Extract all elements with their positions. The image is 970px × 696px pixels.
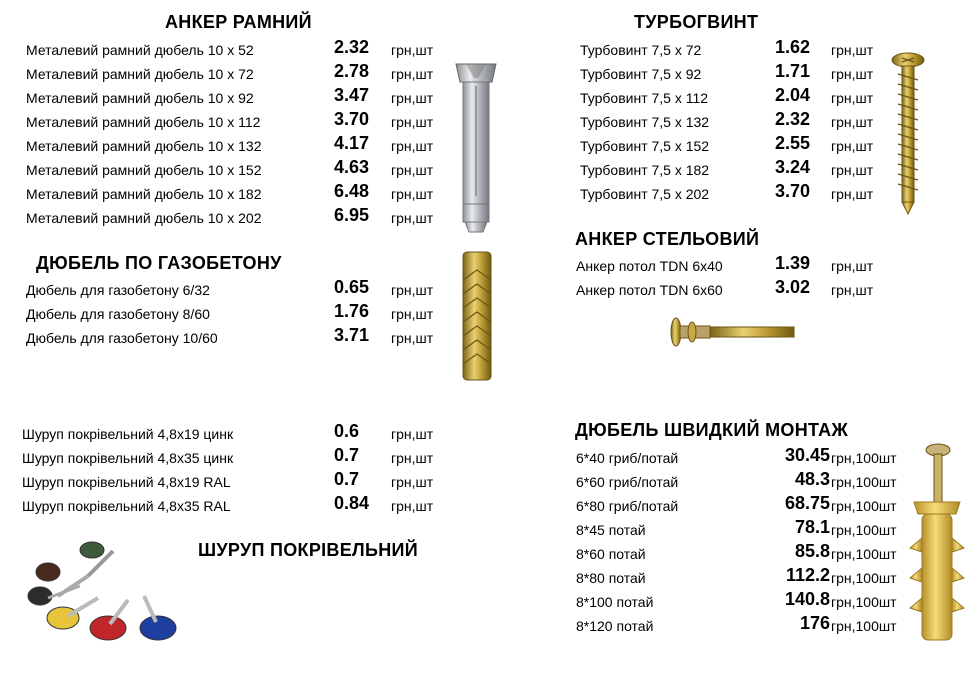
- price-unit: грн,шт: [831, 90, 874, 106]
- product-name: 8*80 потай: [576, 570, 646, 586]
- product-name: 6*80 гриб/потай: [576, 498, 679, 514]
- price-unit: грн,шт: [831, 66, 874, 82]
- price-unit: грн,шт: [391, 498, 434, 514]
- product-name: 8*60 потай: [576, 546, 646, 562]
- product-price: 0.6: [334, 421, 360, 441]
- ceiling-anchor-image: [666, 314, 798, 350]
- product-name: Шуруп покрівельний 4,8х35 RAL: [22, 498, 231, 514]
- product-name: Турбовинт 7,5 х 182: [580, 162, 710, 178]
- price-unit: грн,шт: [831, 258, 874, 274]
- price-unit: грн,шт: [391, 330, 434, 346]
- product-price: 1.71: [775, 61, 811, 81]
- price-unit: грн,100шт: [831, 618, 897, 634]
- product-price: 3.02: [775, 277, 811, 297]
- price-row: [576, 254, 960, 278]
- product-name: Металевий рамний дюбель 10 х 202: [26, 210, 262, 226]
- product-price: 4.17: [334, 133, 370, 153]
- price-unit: грн,шт: [391, 114, 434, 130]
- section-title-roofing-screw: ШУРУП ПОКРІВЕЛЬНИЙ: [198, 540, 418, 560]
- product-name: 6*60 гриб/потай: [576, 474, 679, 490]
- price-unit: грн,шт: [831, 138, 874, 154]
- product-price: 3.24: [775, 157, 811, 177]
- product-name: Металевий рамний дюбель 10 х 152: [26, 162, 262, 178]
- section-title-quick-mount: ДЮБЕЛЬ ШВИДКИЙ МОНТАЖ: [575, 420, 849, 440]
- product-price: 0.7: [334, 445, 360, 465]
- price-unit: грн,шт: [391, 426, 434, 442]
- roofing-screws-image: [18, 536, 183, 648]
- quick-mount-dowel-image: [898, 440, 970, 646]
- price-unit: грн,100шт: [831, 546, 897, 562]
- section-title-aerated-concrete: ДЮБЕЛЬ ПО ГАЗОБЕТОНУ: [36, 253, 282, 273]
- product-price: 112.2: [785, 565, 830, 585]
- product-name: Турбовинт 7,5 х 202: [580, 186, 710, 202]
- product-price: 4.63: [334, 157, 370, 177]
- price-unit: грн,100шт: [831, 474, 897, 490]
- product-name: Металевий рамний дюбель 10 х 72: [26, 66, 254, 82]
- product-name: Шуруп покрівельний 4,8х19 RAL: [22, 474, 231, 490]
- product-price: 1.76: [334, 301, 370, 321]
- price-unit: грн,шт: [831, 186, 874, 202]
- product-price: 30.45: [784, 445, 830, 465]
- product-name: Дюбель для газобетону 6/32: [26, 282, 210, 298]
- price-unit: грн,шт: [391, 210, 434, 226]
- product-price: 3.70: [334, 109, 370, 129]
- price-row: [22, 422, 960, 446]
- product-name: Металевий рамний дюбель 10 х 112: [26, 114, 261, 130]
- price-unit: грн,100шт: [831, 450, 897, 466]
- product-price: 3.71: [334, 325, 370, 345]
- product-name: 8*100 потай: [576, 594, 654, 610]
- product-name: Турбовинт 7,5 х 92: [580, 66, 702, 82]
- product-price: 0.65: [334, 277, 370, 297]
- product-price: 1.62: [775, 37, 811, 57]
- product-name: Металевий рамний дюбель 10 х 182: [26, 186, 262, 202]
- product-name: Металевий рамний дюбель 10 х 92: [26, 90, 254, 106]
- price-unit: грн,шт: [391, 282, 434, 298]
- price-unit: грн,шт: [391, 138, 434, 154]
- product-price: 6.95: [334, 205, 370, 225]
- product-price: 3.70: [775, 181, 811, 201]
- product-price: 68.75: [784, 493, 830, 513]
- product-name: Шуруп покрівельний 4,8х19 цинк: [22, 426, 234, 442]
- section-title-anchor-frame: АНКЕР РАМНИЙ: [165, 12, 312, 32]
- price-unit: грн,шт: [391, 162, 434, 178]
- price-unit: грн,шт: [391, 90, 434, 106]
- price-unit: грн,шт: [831, 162, 874, 178]
- product-price: 0.7: [334, 469, 360, 489]
- product-name: 6*40 гриб/потай: [576, 450, 679, 466]
- product-name: Шуруп покрівельний 4,8х35 цинк: [22, 450, 234, 466]
- product-price: 2.04: [775, 85, 811, 105]
- product-price: 140.8: [784, 589, 830, 609]
- price-unit: грн,100шт: [831, 498, 897, 514]
- price-unit: грн,шт: [391, 474, 434, 490]
- product-price: 1.39: [775, 253, 811, 273]
- product-price: 48.3: [794, 469, 830, 489]
- product-name: Анкер потол TDN 6х60: [576, 282, 723, 298]
- section-title-ceiling-anchor: АНКЕР СТЕЛЬОВИЙ: [575, 229, 760, 249]
- price-unit: грн,шт: [391, 42, 434, 58]
- product-price: 78.1: [794, 517, 830, 537]
- turbo-screw-image: [888, 50, 928, 216]
- price-unit: грн,шт: [391, 450, 434, 466]
- price-unit: грн,100шт: [831, 570, 897, 586]
- price-unit: грн,шт: [831, 42, 874, 58]
- product-price: 2.55: [775, 133, 811, 153]
- price-unit: грн,шт: [391, 186, 434, 202]
- product-price: 85.8: [794, 541, 830, 561]
- frame-anchor-image: [452, 56, 500, 234]
- product-name: Турбовинт 7,5 х 72: [580, 42, 702, 58]
- product-price: 2.32: [334, 37, 370, 57]
- aerated-concrete-dowel-image: [455, 250, 499, 382]
- product-name: Турбовинт 7,5 х 112: [580, 90, 709, 106]
- price-unit: грн,100шт: [831, 594, 897, 610]
- product-name: Турбовинт 7,5 х 152: [580, 138, 710, 154]
- product-price: 2.78: [334, 61, 370, 81]
- product-name: Дюбель для газобетону 8/60: [26, 306, 210, 322]
- product-name: 8*120 потай: [576, 618, 654, 634]
- price-row: [576, 278, 960, 302]
- product-name: Металевий рамний дюбель 10 х 132: [26, 138, 262, 154]
- price-unit: грн,шт: [831, 282, 874, 298]
- price-unit: грн,шт: [391, 306, 434, 322]
- product-price: 0.84: [334, 493, 370, 513]
- product-price: 176: [799, 613, 830, 633]
- product-name: Турбовинт 7,5 х 132: [580, 114, 710, 130]
- product-price: 2.32: [775, 109, 811, 129]
- product-price: 3.47: [334, 85, 370, 105]
- product-name: Дюбель для газобетону 10/60: [26, 330, 218, 346]
- product-name: Металевий рамний дюбель 10 х 52: [26, 42, 254, 58]
- product-name: 8*45 потай: [576, 522, 646, 538]
- price-unit: грн,шт: [391, 66, 434, 82]
- price-unit: грн,100шт: [831, 522, 897, 538]
- product-price: 6.48: [334, 181, 370, 201]
- price-unit: грн,шт: [831, 114, 874, 130]
- section-title-turbo-screw: ТУРБОГВИНТ: [634, 12, 759, 32]
- product-name: Анкер потол TDN 6х40: [576, 258, 723, 274]
